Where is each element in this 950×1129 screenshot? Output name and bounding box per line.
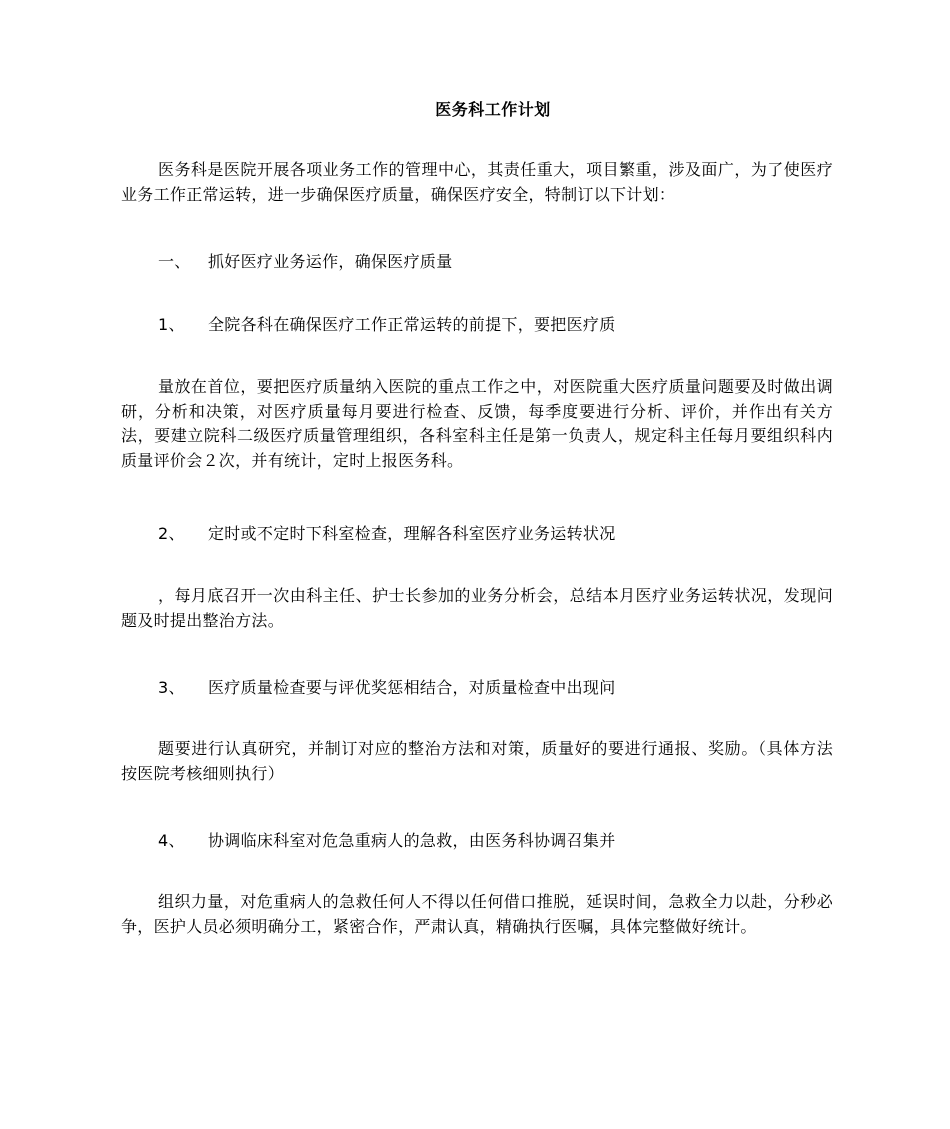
item-number: 1、 [158,315,185,334]
section-heading-1 [158,251,453,273]
document-title: 医务科工作计划 [435,100,551,119]
section-heading-text: 抓好医疗业务运作，确保医疗质量 [208,252,453,271]
item-number: 2、 [158,524,185,543]
item-body-3: 题要进行认真研究，并制订对应的整治方法和对策，质量好的要进行通报、奖励。（具体方法按医院考核细则执行） [121,739,833,783]
item-number: 4、 [158,831,185,850]
section-number: 一、 [158,252,191,271]
intro-paragraph: 医务科是医院开展各项业务工作的管理中心，其责任重大，项目繁重，涉及面广，为了使医疗业务工作正常运转，进一步确保医疗质量，确保医疗安全，特制订以下计划： [121,160,833,204]
item-heading-1 [158,314,616,336]
item-heading-4 [158,830,616,852]
item-body-2: ，每月底召开一次由科主任、护士长参加的业务分析会，总结本月医疗业务运转状况，发现问题及时提出整治方法。 [121,586,833,630]
item-body-1: 量放在首位，要把医疗质量纳入医院的重点工作之中，对医院重大医疗质量问题要及时做出调研，分析和决策，对医疗质量每月要进行检查、反馈，每季度要进行分析、评价，并作出有关方法，要建立院科二级医疗质量管理组织，各科室科主任是第一负责人，规定科主任每月要组织科内质量评价会２次，并有统计，定时上报医务科。 [121,377,833,470]
item-heading-3 [158,677,616,699]
item-body-4: 组织力量，对危重病人的急救任何人不得以任何借口推脱，延误时间，急救全力以赴，分秒必争，医护人员必须明确分工，紧密合作，严肃认真，精确执行医嘱，具体完整做好统计。 [121,892,833,936]
item-heading-text: 全院各科在确保医疗工作正常运转的前提下，要把医疗质 [208,315,616,334]
item-heading-2 [158,523,616,545]
item-heading-text: 定时或不定时下科室检查，理解各科室医疗业务运转状况 [208,524,616,543]
item-heading-text: 医疗质量检查要与评优奖惩相结合，对质量检查中出现问 [208,678,616,697]
item-number: 3、 [158,678,185,697]
item-heading-text: 协调临床科室对危急重病人的急救，由医务科协调召集并 [208,831,616,850]
